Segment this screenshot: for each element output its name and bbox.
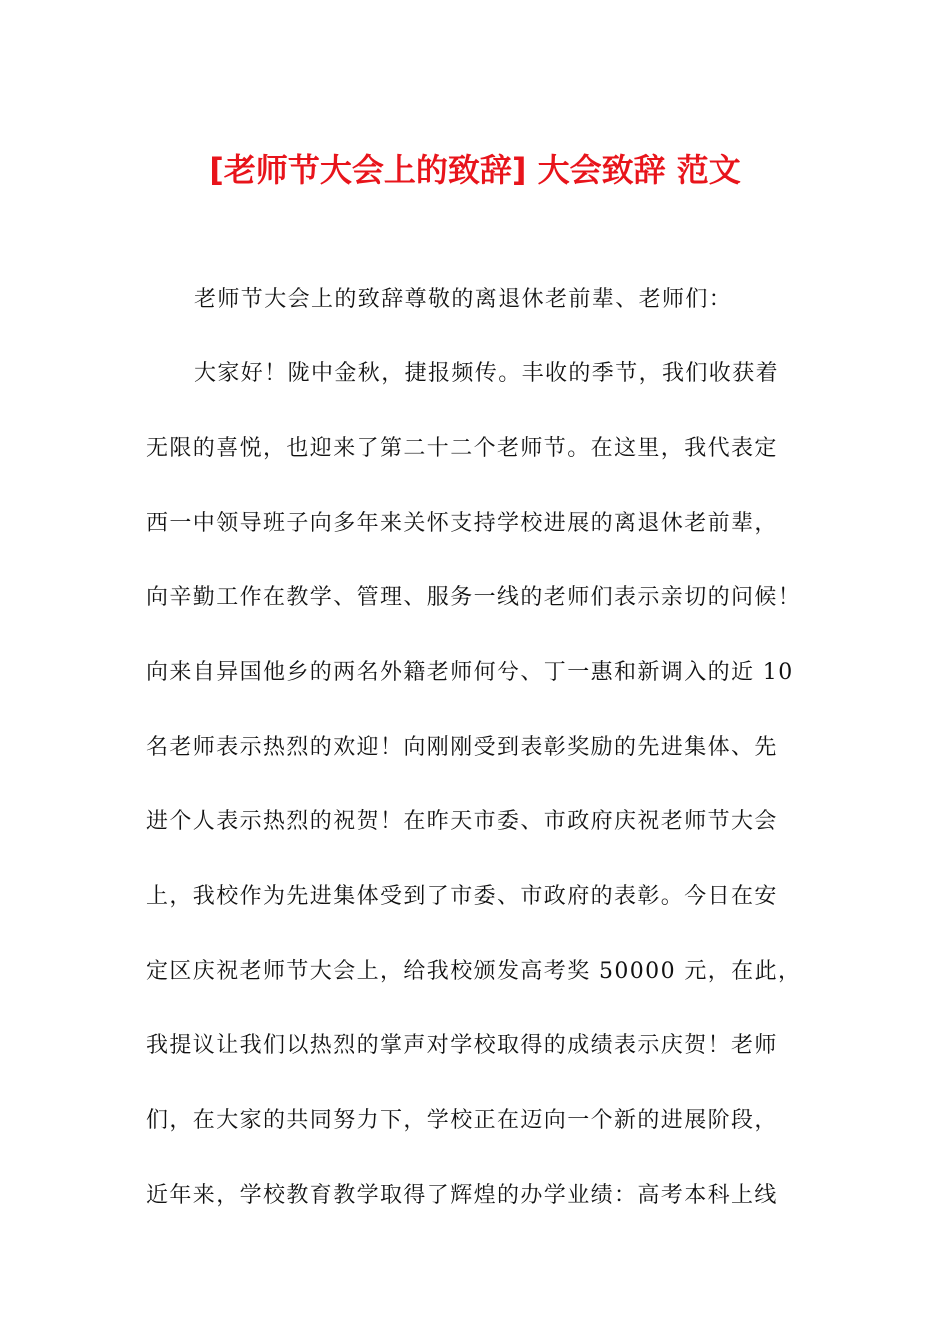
- paragraph-line: 们，在大家的共同努力下，学校正在迈向一个新的进展阶段，: [146, 1108, 778, 1133]
- paragraph-line: 我提议让我们以热烈的掌声对学校取得的成绩表示庆贺！老师: [146, 1033, 778, 1058]
- paragraph-line: 大家好！陇中金秋，捷报频传。丰收的季节，我们收获着: [194, 361, 780, 386]
- paragraph-line: 上，我校作为先进集体受到了市委、市政府的表彰。今日在安: [146, 884, 778, 909]
- paragraph-line: 西一中领导班子向多年来关怀支持学校进展的离退休老前辈，: [146, 511, 778, 536]
- paragraph-line: 无限的喜悦，也迎来了第二十二个老师节。在这里，我代表定: [146, 436, 778, 461]
- paragraph-line: 向来自异国他乡的两名外籍老师何兮、丁一惠和新调入的近 10: [146, 660, 794, 685]
- paragraph-line: 向辛勤工作在教学、管理、服务一线的老师们表示亲切的问候！: [146, 585, 802, 610]
- document-title: [老师节大会上的致辞] 大会致辞 范文: [209, 151, 741, 189]
- paragraph-line: 定区庆祝老师节大会上，给我校颁发高考奖 50000 元，在此，: [146, 959, 802, 984]
- paragraph-line: 进个人表示热烈的祝贺！在昨天市委、市政府庆祝老师节大会: [146, 809, 778, 834]
- paragraph-line-salutation: 老师节大会上的致辞尊敬的离退休老前辈、老师们：: [194, 287, 733, 312]
- paragraph-line: 近年来，学校教育教学取得了辉煌的办学业绩：高考本科上线: [146, 1183, 778, 1208]
- paragraph-line: 名老师表示热烈的欢迎！向刚刚受到表彰奖励的先进集体、先: [146, 735, 778, 760]
